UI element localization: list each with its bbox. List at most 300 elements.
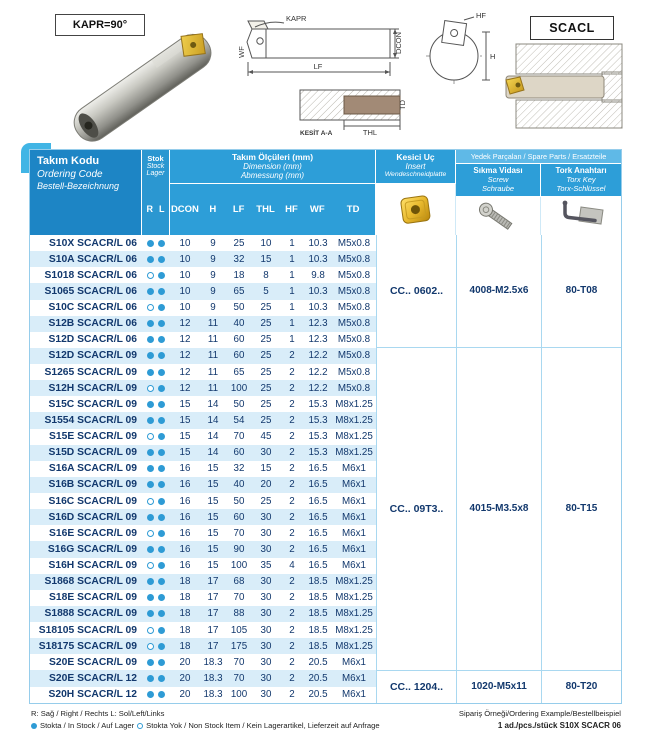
kapr-angle-label: KAPR=90°: [55, 14, 145, 36]
product-code: S1018 SCACR/L 06: [44, 269, 137, 281]
dim-value: 15: [207, 463, 219, 475]
dim-value: 2: [289, 592, 295, 604]
dim-value: 30: [260, 592, 272, 604]
dim-col-dcon: DCON: [170, 204, 199, 215]
stock-indicators: [142, 401, 170, 408]
dim-value: 9: [210, 302, 216, 314]
dim-value: M8x1.25: [335, 447, 373, 459]
dim-value: M8x1.25: [335, 608, 373, 620]
stock-dot-left: [158, 320, 165, 327]
header-dimensions: [170, 150, 376, 184]
dim-value: M6x1: [342, 479, 366, 491]
dim-value: 10.3: [308, 285, 328, 297]
stock-dot-right: [147, 578, 154, 585]
dim-value: 30: [260, 640, 272, 652]
stock-dot-left: [158, 449, 165, 456]
dim-value: 10.3: [308, 253, 328, 265]
stock-indicators: [142, 546, 170, 553]
dim-value: 2: [289, 576, 295, 588]
stock-dot-left: [158, 530, 165, 537]
table-row: [30, 316, 376, 332]
table-row: [30, 348, 376, 364]
wf-dimension-label: WF: [237, 46, 246, 58]
product-code: S18175 SCACR/L 09: [38, 640, 137, 652]
dim-value: 30: [260, 672, 272, 684]
stock-indicators: [142, 675, 170, 682]
dim-value: 90: [233, 543, 245, 555]
dim-value: 2: [289, 608, 295, 620]
dim-value: M8x1.25: [335, 414, 373, 426]
stock-indicators: [142, 481, 170, 488]
dim-value: 25: [260, 495, 272, 507]
stock-dot-left: [158, 498, 165, 505]
dim-value: 2: [289, 414, 295, 426]
stock-dot-left: [158, 385, 165, 392]
dim-value: M5x0.8: [337, 334, 371, 346]
dim-value: 2: [289, 431, 295, 443]
dim-col-thl: THL: [256, 204, 275, 215]
dim-value: 30: [260, 447, 272, 459]
dim-value: M6x1: [342, 463, 366, 475]
dim-value: 25: [260, 382, 272, 394]
table-row: [30, 525, 376, 541]
dim-value: 2: [289, 479, 295, 491]
dim-value: 17: [207, 592, 219, 604]
dim-value: 9: [210, 253, 216, 265]
dim-value: 45: [260, 431, 272, 443]
product-code: S15C SCACR/L 09: [48, 398, 137, 410]
torx-image-cell: [541, 197, 621, 235]
stock-indicators: [142, 691, 170, 698]
group-screw: 4015-M3.5x8: [456, 348, 541, 671]
dim-value: 18: [179, 624, 191, 636]
dim-value: 18: [179, 640, 191, 652]
dim-value: 30: [260, 656, 272, 668]
stock-dot-left: [158, 578, 165, 585]
dim-value: 15: [207, 479, 219, 491]
dim-value: 17: [207, 640, 219, 652]
product-code: S1065 SCACR/L 06: [44, 285, 137, 297]
stock-dot-right: [147, 385, 154, 392]
dim-value: 14: [207, 447, 219, 459]
dim-value: 16.5: [308, 560, 328, 572]
table-row: [30, 509, 376, 525]
dim-value: 15: [207, 560, 219, 572]
table-row: [30, 477, 376, 493]
dim-value: 12.3: [308, 334, 328, 346]
stock-dot-right: [147, 401, 154, 408]
stock-note: [31, 721, 380, 730]
dim-value: 11: [207, 382, 219, 394]
table-row: [30, 638, 376, 654]
group-insert: CC.. 0602..: [376, 235, 456, 348]
dim-value: 25: [260, 414, 272, 426]
dim-value: 16.5: [308, 543, 328, 555]
dim-value: 2: [289, 672, 295, 684]
stock-dot-right: [147, 675, 154, 682]
table-row: [30, 396, 376, 412]
stock-dot-right: [147, 336, 154, 343]
product-code: S15E SCACR/L 09: [49, 431, 137, 443]
group-torx: 80-T08: [541, 235, 621, 348]
stock-dot-right: [147, 449, 154, 456]
dim-value: 20: [179, 689, 191, 701]
dim-value: 70: [233, 527, 245, 539]
stock-dot-right: [147, 240, 154, 247]
dim-value: M5x0.8: [337, 285, 371, 297]
product-code: S20E SCACR/L 12: [49, 672, 137, 684]
tool-photo: [55, 30, 235, 142]
in-stock-dot-icon: [31, 723, 37, 729]
stock-dot-right: [147, 304, 154, 311]
dim-value: 10: [260, 237, 272, 249]
dim-value: 12.2: [308, 366, 328, 378]
dim-value: 2: [289, 447, 295, 459]
stock-indicators: [142, 610, 170, 617]
product-code: S1888 SCACR/L 09: [44, 608, 137, 620]
dim-value: 11: [207, 350, 219, 362]
dim-value: 50: [233, 495, 245, 507]
scacl-drawing: [506, 44, 626, 128]
dim-value: 1: [289, 285, 295, 297]
scacl-label: SCACL: [530, 16, 614, 40]
product-code: S18105 SCACR/L 09: [38, 624, 137, 636]
dim-value: 2: [289, 495, 295, 507]
dim-value: 10: [179, 285, 191, 297]
header-stock-en: Stock: [146, 163, 165, 170]
dims-letters: [170, 184, 376, 235]
dim-value: 12: [179, 382, 191, 394]
dim-value: 60: [233, 350, 245, 362]
stock-dot-left: [158, 272, 165, 279]
dim-value: 15.3: [308, 398, 328, 410]
group-grid: [376, 235, 621, 703]
stock-indicators: [142, 417, 170, 424]
dim-value: 1: [289, 302, 295, 314]
screw-image-cell: [456, 197, 541, 235]
header-screw-de: Schraube: [481, 184, 515, 193]
stock-dot-left: [158, 627, 165, 634]
stock-dot-right: [147, 643, 154, 650]
table-row: [30, 300, 376, 316]
dim-value: 2: [289, 543, 295, 555]
dim-value: 1: [289, 334, 295, 346]
header-screw-tr: Sıkma Vidası: [473, 166, 523, 175]
dim-value: M8x1.25: [335, 576, 373, 588]
dim-value: 10: [179, 237, 191, 249]
dim-value: M6x1: [342, 495, 366, 507]
stock-dot-right: [147, 610, 154, 617]
stock-indicators: [142, 369, 170, 376]
table-row: [30, 235, 376, 251]
header-code-tr: Takım Kodu: [37, 155, 100, 167]
stock-dot-right: [147, 691, 154, 698]
stock-indicators: [142, 256, 170, 263]
dim-value: 25: [260, 318, 272, 330]
dim-value: 105: [230, 624, 248, 636]
product-code: S12H SCACR/L 09: [48, 382, 137, 394]
product-code: S16D SCACR/L 09: [48, 511, 137, 523]
dim-value: M5x0.8: [337, 253, 371, 265]
stock-indicators: [142, 514, 170, 521]
dim-value: 16.5: [308, 495, 328, 507]
dim-value: 18.5: [308, 576, 328, 588]
dim-value: 30: [260, 608, 272, 620]
product-code: S18E SCACR/L 09: [49, 592, 137, 604]
stock-dot-left: [158, 562, 165, 569]
table-row: [30, 606, 376, 622]
dim-value: 11: [207, 318, 219, 330]
dim-value: 20.5: [308, 672, 328, 684]
dim-value: 11: [207, 334, 219, 346]
dim-value: 16: [179, 527, 191, 539]
dim-value: M6x1: [342, 543, 366, 555]
stock-dot-right: [147, 530, 154, 537]
stock-dot-left: [158, 594, 165, 601]
table-row: [30, 687, 376, 703]
stock-dot-right: [147, 546, 154, 553]
dim-value: 2: [289, 463, 295, 475]
dim-value: 65: [233, 285, 245, 297]
group-screw: 4008-M2.5x6: [456, 235, 541, 348]
dim-value: M8x1.25: [335, 398, 373, 410]
dim-value: 18: [233, 269, 245, 281]
stock-indicators: [142, 385, 170, 392]
stock-dot-right: [147, 465, 154, 472]
stock-indicators: [142, 594, 170, 601]
dcon-dimension-label: DCON: [394, 31, 403, 55]
dim-value: 40: [233, 318, 245, 330]
product-code: S1868 SCACR/L 09: [44, 576, 137, 588]
dim-value: 20: [179, 672, 191, 684]
dim-value: 2: [289, 366, 295, 378]
stock-indicators: [142, 449, 170, 456]
table-row: [30, 493, 376, 509]
dim-value: 30: [260, 527, 272, 539]
dim-value: 11: [207, 366, 219, 378]
dim-value: 2: [289, 382, 295, 394]
torx-key-icon: [555, 199, 607, 233]
dim-value: 65: [233, 366, 245, 378]
footnotes-right: [459, 709, 621, 730]
dim-value: 4: [289, 560, 295, 572]
dim-value: 8: [263, 269, 269, 281]
product-code: S16C SCACR/L 09: [48, 495, 137, 507]
header-dims-de: Abmessung (mm): [240, 171, 305, 180]
group-insert: CC.. 1204..: [376, 671, 456, 703]
dim-value: 18.3: [203, 656, 223, 668]
insert-icon: [398, 193, 434, 227]
table-row: [30, 429, 376, 445]
dim-value: 15: [260, 253, 272, 265]
dim-value: 20.5: [308, 689, 328, 701]
hf-dimension-label: HF: [476, 11, 486, 20]
dim-value: M5x0.8: [337, 382, 371, 394]
dim-value: 17: [207, 576, 219, 588]
dim-value: 16: [179, 479, 191, 491]
header-r: R: [146, 204, 153, 214]
dim-value: 12.3: [308, 318, 328, 330]
dim-value: 20: [179, 656, 191, 668]
dim-value: 9.8: [311, 269, 325, 281]
dim-value: 12: [179, 350, 191, 362]
dim-value: 60: [233, 447, 245, 459]
stock-dot-right: [147, 627, 154, 634]
dim-value: 14: [207, 414, 219, 426]
dim-value: 15: [179, 447, 191, 459]
stock-dot-left: [158, 304, 165, 311]
header-torx-tr: Tork Anahtarı: [555, 166, 607, 175]
table-row: [30, 558, 376, 574]
product-code: S20H SCACR/L 12: [48, 689, 137, 701]
stock-indicators: [142, 288, 170, 295]
stock-indicators: [142, 304, 170, 311]
dim-value: 12.2: [308, 382, 328, 394]
dim-value: 30: [260, 511, 272, 523]
dim-value: 70: [233, 431, 245, 443]
stock-dot-left: [158, 401, 165, 408]
dim-value: 1: [289, 269, 295, 281]
dim-value: 12: [179, 334, 191, 346]
kapr-dimension-label: KAPR: [286, 14, 307, 23]
stock-indicators: [142, 336, 170, 343]
lf-dimension-label: LF: [313, 62, 323, 71]
stock-dot-right: [147, 320, 154, 327]
dim-value: 14: [207, 431, 219, 443]
dim-col-lf: LF: [232, 204, 245, 215]
table-row: [30, 654, 376, 670]
table-row: [30, 445, 376, 461]
dim-value: 12: [179, 318, 191, 330]
product-code: S10X SCACR/L 06: [49, 237, 137, 249]
stock-indicators: [142, 433, 170, 440]
stock-dot-left: [158, 352, 165, 359]
table-row: [30, 590, 376, 606]
table-row: [30, 622, 376, 638]
stock-indicators: [142, 659, 170, 666]
header-code-de: Bestell-Bezeichnung: [37, 181, 120, 191]
product-code: S16B SCACR/L 09: [48, 479, 137, 491]
dim-value: 70: [233, 592, 245, 604]
dim-value: 16: [179, 560, 191, 572]
stock-indicators: [142, 272, 170, 279]
stock-dot-right: [147, 369, 154, 376]
dim-value: 16.5: [308, 479, 328, 491]
product-code: S16H SCACR/L 09: [48, 560, 137, 572]
product-code: S20E SCACR/L 09: [49, 656, 137, 668]
stock-indicators: [142, 578, 170, 585]
group-torx: 80-T20: [541, 671, 621, 703]
header-insert-tr: Kesici Uç: [396, 152, 435, 162]
table-row: [30, 412, 376, 428]
td-dimension-label: TD: [398, 100, 407, 110]
dim-value: 30: [260, 689, 272, 701]
dim-value: 68: [233, 576, 245, 588]
stock-dot-left: [158, 240, 165, 247]
dim-value: 9: [210, 285, 216, 297]
dim-value: M6x1: [342, 511, 366, 523]
group-torx: 80-T15: [541, 348, 621, 671]
stock-dot-right: [147, 272, 154, 279]
dim-value: 17: [207, 608, 219, 620]
dim-value: 15.3: [308, 431, 328, 443]
table-row: [30, 332, 376, 348]
product-code: S12D SCACR/L 09: [48, 350, 137, 362]
table-row: [30, 283, 376, 299]
dim-value: 1: [289, 253, 295, 265]
stock-dot-right: [147, 594, 154, 601]
stock-dot-left: [158, 643, 165, 650]
dim-value: M8x1.25: [335, 592, 373, 604]
stock-dot-left: [158, 514, 165, 521]
dim-value: 2: [289, 527, 295, 539]
dim-value: 30: [260, 543, 272, 555]
dim-value: 25: [260, 350, 272, 362]
dim-value: 2: [289, 350, 295, 362]
product-code: S10A SCACR/L 06: [48, 253, 137, 265]
dim-value: 10: [179, 302, 191, 314]
dim-col-hf: HF: [285, 204, 298, 215]
dim-value: 14: [207, 398, 219, 410]
dim-value: 2: [289, 689, 295, 701]
product-code: S1554 SCACR/L 09: [44, 414, 137, 426]
header-insert: [376, 150, 456, 184]
dim-value: 18.5: [308, 592, 328, 604]
dim-value: 10.3: [308, 237, 328, 249]
dim-value: 35: [260, 560, 272, 572]
dim-value: 18.5: [308, 640, 328, 652]
table-row: [30, 364, 376, 380]
dim-value: 15: [207, 543, 219, 555]
dim-value: 175: [230, 640, 248, 652]
dim-col-h: H: [209, 204, 217, 215]
dim-value: 18.3: [203, 672, 223, 684]
dim-value: 15: [179, 398, 191, 410]
dim-value: 15.3: [308, 414, 328, 426]
dim-value: 15: [179, 431, 191, 443]
stock-dot-left: [158, 610, 165, 617]
dim-value: M5x0.8: [337, 302, 371, 314]
dim-value: 2: [289, 656, 295, 668]
dim-value: 70: [233, 656, 245, 668]
dim-value: 18.5: [308, 608, 328, 620]
dim-value: 32: [233, 463, 245, 475]
dim-value: M6x1: [342, 672, 366, 684]
header-ordering-code: [30, 150, 142, 235]
dim-value: 2: [289, 640, 295, 652]
dim-value: 25: [260, 398, 272, 410]
stock-dot-right: [147, 417, 154, 424]
stock-dot-right: [147, 514, 154, 521]
header-screw: [456, 164, 541, 197]
header-l: L: [159, 204, 165, 214]
stock-dot-left: [158, 256, 165, 263]
dim-value: 50: [233, 302, 245, 314]
dim-value: M5x0.8: [337, 318, 371, 330]
dim-value: 25: [260, 334, 272, 346]
stock-dot-right: [147, 659, 154, 666]
stock-indicators: [142, 320, 170, 327]
section-drawing: [296, 84, 406, 136]
dim-value: 18.3: [203, 689, 223, 701]
h-dimension-label: H: [490, 52, 496, 61]
ordering-example-value: 1 ad./pcs./stück S10X SCACR 06: [497, 721, 621, 730]
stock-dot-right: [147, 433, 154, 440]
stock-dot-left: [158, 659, 165, 666]
dim-value: 60: [233, 511, 245, 523]
dim-value: 16.5: [308, 527, 328, 539]
product-code: S12D SCACR/L 06: [48, 334, 137, 346]
